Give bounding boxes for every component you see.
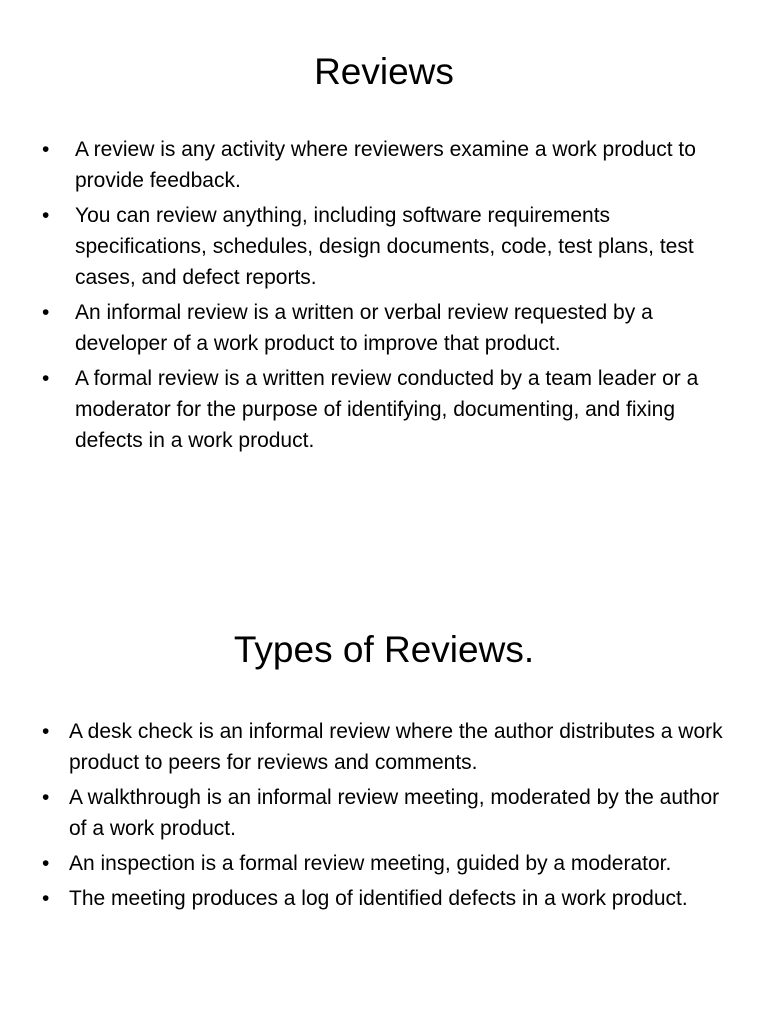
bullet-text: A review is any activity where reviewers examine a work product to provide feedback. (75, 138, 696, 192)
bullet-text: An inspection is a formal review meeting, guided by a moderator. (69, 852, 672, 875)
bullet-text: An informal review is a written or verbal review requested by a developer of a work product to improve that product. (75, 301, 653, 355)
bullet-icon: • (42, 887, 50, 910)
bullet-item (42, 200, 732, 293)
bullet-item (42, 883, 732, 914)
bullet-icon: • (42, 786, 50, 809)
bullet-icon: • (42, 138, 50, 161)
bullet-item (42, 297, 732, 359)
bullet-item (42, 848, 732, 879)
bullet-item (42, 363, 732, 456)
slide-types-of-reviews (0, 590, 768, 1024)
bullet-text: You can review anything, including software requirements specifications, schedules, design documents, code, test plans, test cases, and defect reports. (75, 204, 694, 289)
bullet-icon: • (42, 720, 50, 743)
bullet-text: A desk check is an informal review where the author distributes a work product to peers for reviews and comments. (69, 720, 723, 774)
slide-title: Reviews (314, 51, 454, 92)
slide-reviews (0, 0, 768, 500)
bullet-text: A walkthrough is an informal review meeting, moderated by the author of a work product. (69, 786, 720, 840)
bullet-item (42, 782, 732, 844)
bullet-icon: • (42, 204, 50, 227)
bullet-icon: • (42, 367, 50, 390)
bullet-icon: • (42, 852, 50, 875)
bullet-text: The meeting produces a log of identified defects in a work product. (69, 887, 688, 910)
slide-title: Types of Reviews. (233, 629, 535, 670)
bullet-item (42, 716, 732, 778)
bullet-icon: • (42, 301, 50, 324)
bullet-text: A formal review is a written review conducted by a team leader or a moderator for the purpose of identifying, documenting, and fixing defects in a work product. (75, 367, 699, 452)
bullet-item (42, 134, 732, 196)
bullet-list (42, 716, 732, 918)
bullet-list (42, 134, 732, 460)
